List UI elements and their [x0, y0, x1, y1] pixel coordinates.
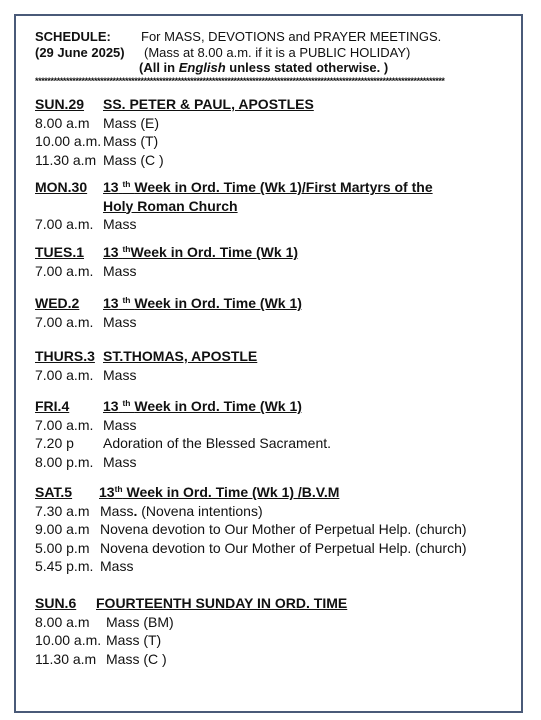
- day-title: 13 $^{th}$Week in Ord. Time (Wk 1): [103, 244, 299, 260]
- day-heading-continued: [35, 197, 505, 216]
- day-section-wed2: [35, 294, 505, 331]
- day-section-fri4: [35, 397, 505, 471]
- day-label: MON.30: [35, 179, 88, 195]
- day-title: SS. PETER & PAUL, APOSTLES: [103, 96, 314, 112]
- day-title: 13 $^{th}$ Week in Ord. Time (Wk 1)/First Martyrs of the: [103, 179, 433, 195]
- day-label: SUN.29: [35, 96, 85, 112]
- day-title: 13 $^{th}$ Week in Ord. Time (Wk 1): [103, 295, 302, 311]
- day-label: SUN.6: [35, 595, 77, 611]
- schedule-entry: 5.00 p.m Novena devotion to Our Mother of Perpetual Help. (church): [35, 539, 467, 556]
- day-section-tues1: [35, 243, 505, 280]
- day-title-line2: Holy Roman Church: [103, 197, 238, 214]
- day-section-sun29: [35, 95, 505, 169]
- schedule-entry: 8.00 a.m Mass (E): [35, 114, 159, 131]
- schedule-entry: 10.00 a.m. Mass (T): [35, 133, 159, 149]
- day-title: 13 $^{th}$ Week in Ord. Time (Wk 1): [103, 398, 302, 414]
- schedule-entry: 11.30 a.m Mass (C ): [35, 151, 164, 168]
- day-section-sun6: [35, 594, 505, 668]
- holiday-note: (Mass at 8.00 a.m. if it is a PUBLIC HOLIDAY): [144, 44, 411, 60]
- schedule-entry: 11.30 a.m Mass (C ): [35, 650, 167, 667]
- day-heading: [35, 294, 505, 313]
- schedule-label: SCHEDULE:: [35, 29, 111, 44]
- day-label: WED.2: [35, 295, 80, 311]
- schedule-header: [35, 29, 505, 76]
- day-title: FOURTEENTH SUNDAY IN ORD. TIME: [96, 595, 348, 611]
- day-heading: [35, 483, 505, 502]
- day-heading: [35, 178, 505, 197]
- day-title: 13th Week in Ord. Time (Wk 1) /B.V.M: [99, 484, 340, 500]
- schedule-date: (29 June 2025): [35, 44, 125, 60]
- day-heading: [35, 397, 505, 416]
- day-label: SAT.5: [35, 484, 73, 500]
- schedule-entry: 7.00 a.m. Mass: [35, 216, 137, 232]
- day-label: FRI.4: [35, 398, 70, 414]
- separator-stars: ************************************************************************************************************************************: [35, 76, 445, 86]
- schedule-subject: For MASS, DEVOTIONS and PRAYER MEETINGS.: [141, 29, 442, 44]
- schedule-entry: 7.00 a.m. Mass: [35, 262, 137, 279]
- schedule-entry: 7.00 a.m. Mass: [35, 313, 137, 330]
- schedule-entry: 5.45 p.m. Mass: [35, 558, 134, 574]
- schedule-entry: 7.00 a.m. Mass: [35, 366, 137, 383]
- day-section-thurs3: [35, 347, 505, 384]
- schedule-entry: 9.00 a.m Novena devotion to Our Mother of Perpetual Help. (church): [35, 521, 467, 537]
- schedule-entry: 7.30 a.m Mass. (Novena intentions): [35, 502, 263, 519]
- day-title: ST.THOMAS, APOSTLE: [103, 348, 258, 364]
- day-heading: [35, 243, 505, 262]
- day-section-mon30: [35, 178, 505, 234]
- language-note: (All in English unless stated otherwise. ): [139, 60, 389, 75]
- schedule-entry: 8.00 p.m. Mass: [35, 453, 137, 470]
- day-heading: [35, 594, 505, 613]
- day-section-sat5: [35, 483, 505, 576]
- schedule-entry: 7.00 a.m. Mass: [35, 416, 137, 433]
- schedule-entry: 7.20 p Adoration of the Blessed Sacrament.: [35, 435, 332, 451]
- day-label: TUES.1: [35, 244, 85, 260]
- day-label: THURS.3: [35, 348, 95, 364]
- schedule-entry: 10.00 a.m. Mass (T): [35, 632, 162, 648]
- day-heading: [35, 347, 505, 366]
- schedule-entry: 8.00 a.m Mass (BM): [35, 613, 174, 630]
- day-heading: [35, 95, 505, 114]
